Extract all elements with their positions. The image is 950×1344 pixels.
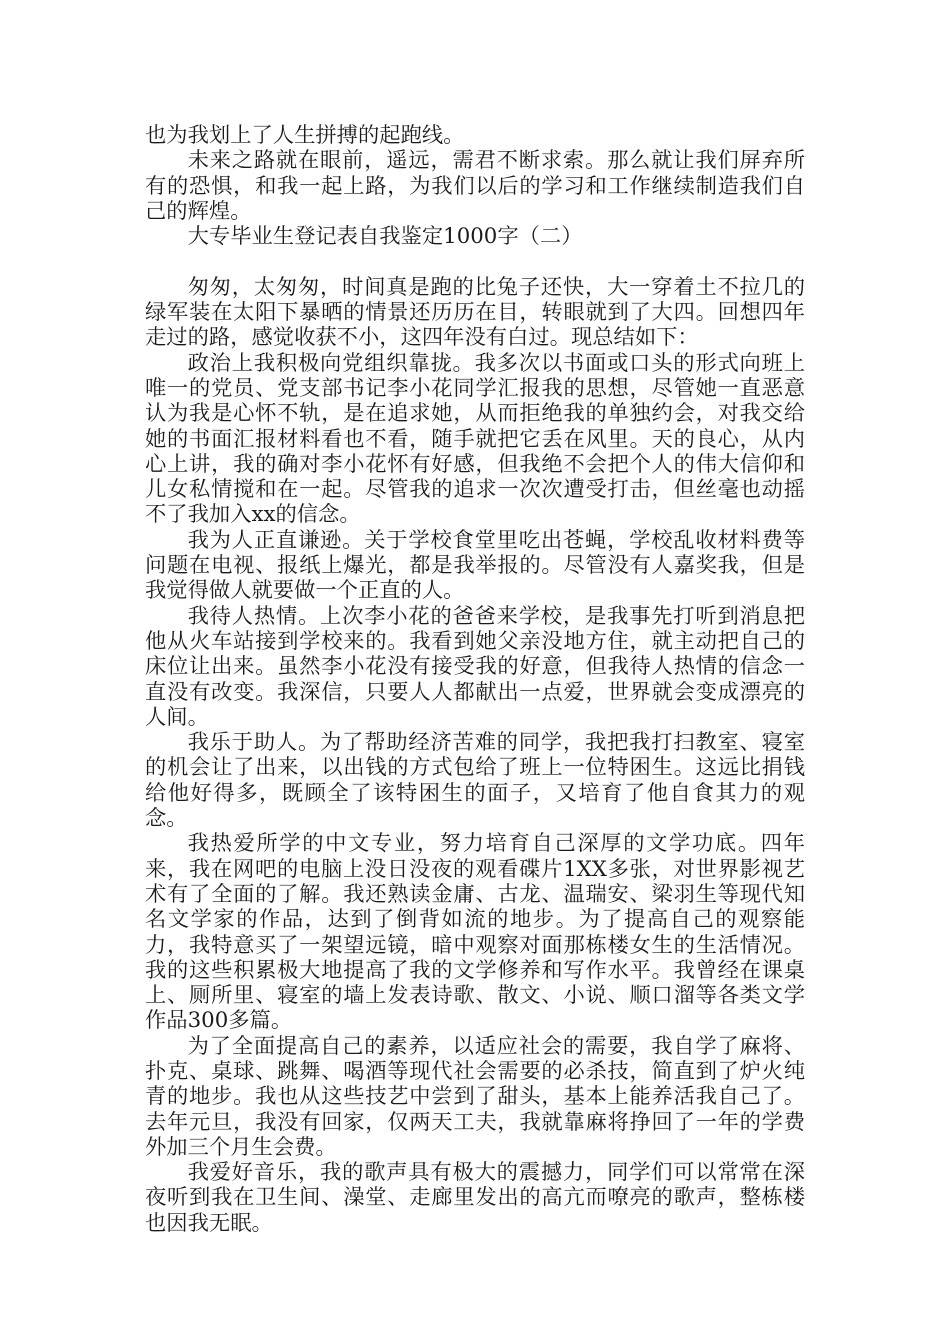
paragraph-future-road: 未来之路就在眼前，遥远，需君不断求索。那么就让我们屏弃所有的恐惧，和我一起上路，为我们以后的学习和工作继续制造我们自己的辉煌。 [145, 148, 805, 224]
paragraph-intro: 匆匆，太匆匆，时间真是跑的比兔子还快，大一穿着土不拉几的绿军装在太阳下暴晒的情景还历历在目，转眼就到了大四。回想四年走过的路，感觉收获不小，这四年没有白过。现总结如下： [145, 274, 805, 351]
blank-line [145, 249, 805, 274]
paragraph-helpfulness: 我乐于助人。为了帮助经济苦难的同学，我把我打扫教室、寝室的机会让了出来，以出钱的方式包给了班上一位特困生。这远比捐钱给他好得多，既顾全了该特困生的面子，又培育了他自食其力的观念。 [145, 730, 805, 832]
paragraph-warmth: 我待人热情。上次李小花的爸爸来学校，是我事先打听到消息把他从火车站接到学校来的。我看到她父亲没地方住，就主动把自己的床位让出来。虽然李小花没有接受我的好意，但我待人热情的信念一直没有改变。我深信，只要人人都献出一点爱，世界就会变成漂亮的人间。 [145, 603, 805, 730]
paragraph-integrity: 我为人正直谦逊。关于学校食堂里吃出苍蝇，学校乱收材料费等问题在电视、报纸上爆光，都是我举报的。尽管没有人嘉奖我，但是我觉得做人就要做一个正直的人。 [145, 527, 805, 604]
paragraph-skills: 为了全面提高自己的素养，以适应社会的需要，我自学了麻将、扑克、桌球、跳舞、喝酒等现代社会需要的必杀技，简直到了炉火纯青的地步。我也从这些技艺中尝到了甜头，基本上能养活我自己了。去年元旦，我没有回家，仅两天工夫，我就靠麻将挣回了一年的学费外加三个月生会费。 [145, 1033, 805, 1160]
paragraph-literature: 我热爱所学的中文专业，努力培育自己深厚的文学功底。四年来，我在网吧的电脑上没日没夜的观看碟片1XX多张，对世界影视艺术有了全面的了解。我还熟读金庸、古龙、温瑞安、梁羽生等现代知名文学家的作品，达到了倒背如流的地步。为了提高自己的观察能力，我特意买了一架望远镜，暗中观察对面那栋楼女生的生活情况。我的这些积累极大地提高了我的文学修养和写作水平。我曾经在课桌上、厕所里、寝室的墙上发表诗歌、散文、小说、顺口溜等各类文学作品300多篇。 [145, 831, 805, 1034]
paragraph-continuation: 也为我划上了人生拼搏的起跑线。 [145, 123, 465, 148]
paragraph-politics: 政治上我积极向党组织靠拢。我多次以书面或口头的形式向班上唯一的党员、党支部书记李小花同学汇报我的思想，尽管她一直恶意认为我是心怀不轨，是在追求她，从而拒绝我的单独约会，对我交给她的书面汇报材料看也不看，随手就把它丢在风里。天的良心，从内心上讲，我的确对李小花怀有好感，但我绝不会把个人的伟大信仰和儿女私情搅和在一起。尽管我的追求一次次遭受打击，但丝毫也动摇不了我加入xx的信念。 [145, 350, 805, 528]
document-body [145, 123, 805, 1236]
paragraph-music: 我爱好音乐，我的歌声具有极大的震撼力，同学们可以常常在深夜听到我在卫生间、澡堂、走廊里发出的高亢而嘹亮的歌声，整栋楼也因我无眠。 [145, 1160, 805, 1236]
section-heading: 大专毕业生登记表自我鉴定1000字（二） [187, 224, 583, 250]
